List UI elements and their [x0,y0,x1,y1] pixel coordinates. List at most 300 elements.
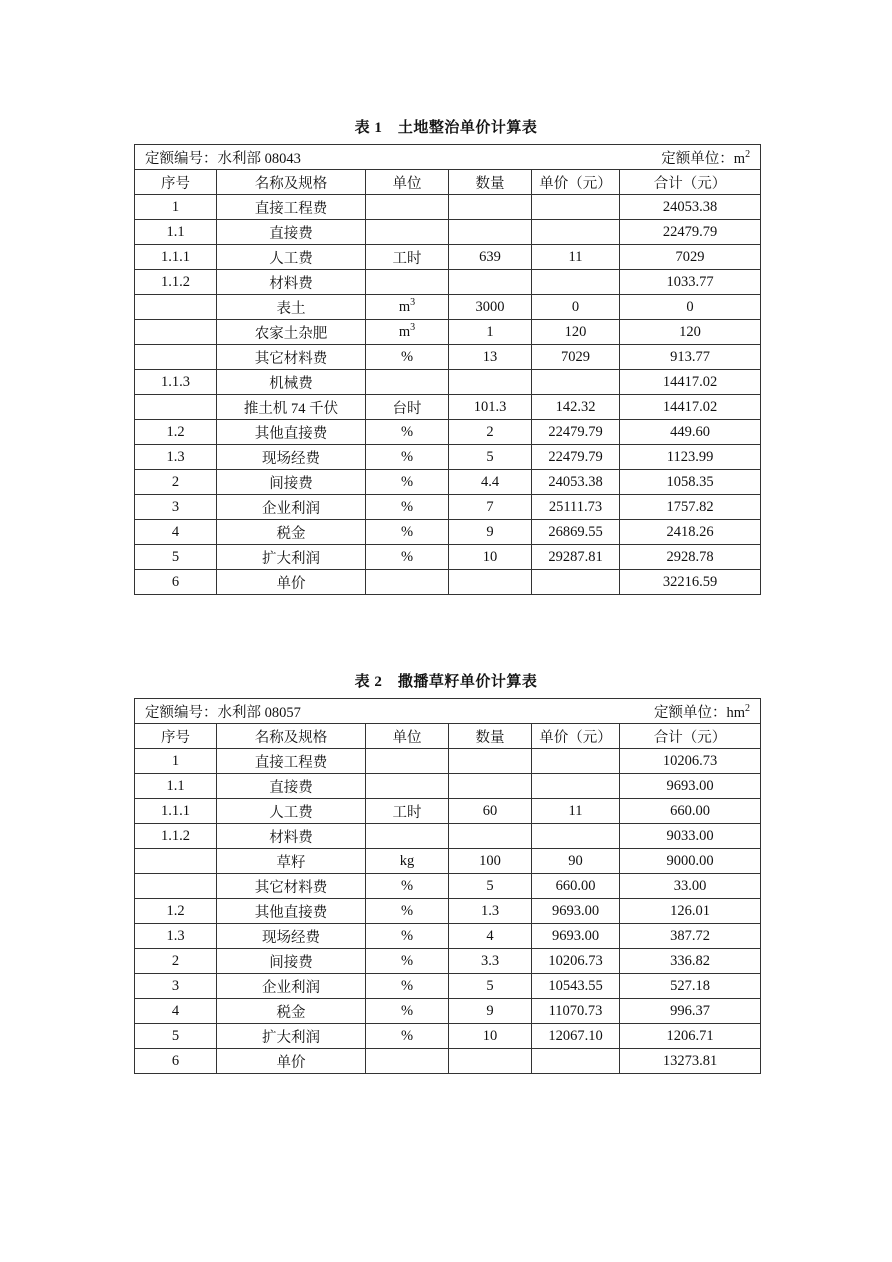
cell-name-text: 直接工程费 [254,200,328,217]
cell-qty [449,974,532,999]
table-row [135,345,761,370]
cell-price [532,924,620,949]
table1-land-consolidation [134,144,761,595]
cell-price [532,949,620,974]
cell-price-text: 120 [564,323,587,340]
cell-unit [366,824,449,849]
cell-name-text: 人工费 [269,250,313,267]
cell-total-text: 24053.38 [662,198,718,215]
cell-no [135,495,217,520]
table1-header-row [135,170,761,195]
cell-price [532,899,620,924]
cell-total [620,370,761,395]
cell-unit [366,370,449,395]
table1-header-cell: 单价（元） [532,170,620,195]
cell-no [135,949,217,974]
cell-name [217,1049,366,1074]
cell-qty [449,774,532,799]
cell-price [532,824,620,849]
cell-unit [366,899,449,924]
cell-total [620,345,761,370]
cell-no [135,999,217,1024]
cell-unit [366,874,449,899]
table-row [135,320,761,345]
cell-price [532,220,620,245]
cell-unit [366,195,449,220]
cell-total [620,799,761,824]
cell-name-text: 其他直接费 [254,904,328,921]
cell-price-text: 11070.73 [548,1002,603,1019]
cell-qty-text: 13 [482,348,498,365]
cell-qty [449,270,532,295]
table1-quota-number: 定额编号：水利部 08043 [145,150,301,167]
cell-unit-text: % [400,348,414,365]
cell-price [532,545,620,570]
table-row [135,1024,761,1049]
cell-no [135,445,217,470]
cell-name [217,520,366,545]
table1-title: 表 1 土地整治单价计算表 [354,120,538,136]
cell-qty [449,1049,532,1074]
cell-no-text: 1.2 [166,423,185,440]
table1-header-cell: 序号 [135,170,217,195]
cell-total [620,445,761,470]
table-row [135,445,761,470]
cell-total [620,420,761,445]
table2-quota-unit-base: hm [726,704,745,721]
cell-qty [449,545,532,570]
table-row [135,220,761,245]
cell-qty-text: 639 [479,248,501,265]
cell-price-text: 22479.79 [548,448,603,465]
cell-unit [366,1024,449,1049]
cell-name-text: 现场经费 [262,450,320,467]
cell-qty [449,420,532,445]
cell-price [532,799,620,824]
cell-total [620,570,761,595]
cell-name-text: 材料费 [269,829,313,846]
table-row [135,295,761,320]
cell-unit [366,949,449,974]
cell-total-text: 2418.26 [666,523,714,540]
table-row [135,974,761,999]
cell-total [620,974,761,999]
cell-unit-text: % [400,548,414,565]
cell-total [620,1049,761,1074]
cell-unit [366,245,449,270]
table-row [135,520,761,545]
cell-no-text: 1.2 [166,902,185,919]
table-row [135,824,761,849]
cell-qty [449,320,532,345]
cell-name-text: 直接费 [269,779,313,796]
cell-price-text: 9693.00 [551,902,600,919]
cell-name-text: 现场经费 [262,929,320,946]
cell-no [135,245,217,270]
table2-header-cell: 合计（元） [620,724,761,749]
cell-total [620,874,761,899]
cell-name [217,220,366,245]
cell-name [217,395,366,420]
cell-name-text: 其它材料费 [254,350,328,367]
cell-price-text: 7029 [561,348,590,365]
cell-qty [449,924,532,949]
cell-qty-text: 100 [479,852,501,869]
table-row [135,849,761,874]
cell-total [620,395,761,420]
table1-quota-unit [661,147,750,168]
cell-price [532,370,620,395]
cell-name-text: 表土 [276,300,306,317]
cell-no-text: 1.3 [166,448,185,465]
table2-quota-unit-sup: 2 [745,702,750,714]
cell-no [135,295,217,320]
table-row [135,899,761,924]
cell-price [532,570,620,595]
cell-name [217,799,366,824]
cell-name [217,245,366,270]
table2-header-cell: 序号 [135,724,217,749]
cell-price-text: 11 [568,802,583,819]
cell-total-text: 449.60 [670,423,710,440]
cell-unit [366,849,449,874]
cell-qty [449,824,532,849]
cell-qty-text: 5 [486,877,494,894]
table2-quota-number: 定额编号：水利部 08057 [145,704,301,721]
table-row [135,749,761,774]
cell-no [135,824,217,849]
table-row [135,420,761,445]
cell-total-text: 13273.81 [662,1052,718,1069]
cell-no-text: 5 [171,548,180,565]
cell-unit-text: % [400,448,414,465]
cell-price-text: 25111.73 [548,498,603,515]
cell-qty [449,495,532,520]
cell-total [620,899,761,924]
cell-no [135,545,217,570]
cell-no-text: 6 [171,573,180,590]
cell-unit-text: 工时 [392,250,422,267]
cell-unit-text: % [400,423,414,440]
cell-name-text: 其它材料费 [254,879,328,896]
cell-no [135,924,217,949]
cell-price [532,470,620,495]
cell-qty-text: 101.3 [473,398,507,415]
cell-total [620,295,761,320]
cell-price [532,295,620,320]
cell-qty [449,395,532,420]
cell-price [532,520,620,545]
cell-total [620,949,761,974]
cell-unit [366,545,449,570]
cell-name-text: 企业利润 [262,979,320,996]
table-row [135,195,761,220]
table-row [135,774,761,799]
cell-price-text: 9693.00 [551,927,600,944]
cell-unit [366,774,449,799]
cell-unit-text: m [398,323,411,340]
cell-total-text: 9000.00 [666,852,714,869]
cell-total [620,245,761,270]
cell-name-text: 间接费 [269,475,313,492]
table-row [135,470,761,495]
cell-price [532,1049,620,1074]
table-row [135,270,761,295]
cell-name [217,974,366,999]
cell-total [620,824,761,849]
cell-qty [449,295,532,320]
cell-price [532,495,620,520]
cell-unit [366,295,449,320]
cell-no [135,270,217,295]
cell-no [135,749,217,774]
cell-price-text: 26869.55 [548,523,603,540]
table1-meta-row [135,145,761,170]
cell-price [532,245,620,270]
cell-no-text: 2 [171,473,180,490]
table-row [135,924,761,949]
cell-total [620,999,761,1024]
cell-no [135,420,217,445]
table2-header-cell: 单价（元） [532,724,620,749]
cell-unit [366,420,449,445]
cell-name [217,295,366,320]
cell-price-text: 0 [571,298,580,315]
cell-qty-text: 1.3 [480,902,500,919]
table-row [135,874,761,899]
cell-price-text: 29287.81 [548,548,603,565]
cell-name [217,1024,366,1049]
cell-no [135,320,217,345]
cell-unit [366,470,449,495]
cell-total-text: 22479.79 [662,223,718,240]
cell-price [532,749,620,774]
cell-unit [366,395,449,420]
cell-name [217,874,366,899]
cell-name [217,749,366,774]
cell-total [620,495,761,520]
table2-quota-unit-label: 定额单位： [653,704,727,721]
cell-unit-text: % [400,1002,414,1019]
cell-name [217,774,366,799]
cell-no-text: 2 [171,952,180,969]
cell-price [532,774,620,799]
cell-unit [366,799,449,824]
cell-no [135,370,217,395]
cell-total [620,545,761,570]
cell-total [620,470,761,495]
cell-name-text: 材料费 [269,275,313,292]
cell-price-text: 10206.73 [548,952,603,969]
cell-total-text: 1033.77 [666,273,714,290]
cell-no-text: 6 [171,1052,180,1069]
cell-unit [366,999,449,1024]
cell-no-text: 1 [171,752,180,769]
cell-name [217,495,366,520]
cell-unit-text: 工时 [392,804,422,821]
cell-qty [449,195,532,220]
cell-unit-superscript: 3 [410,321,416,333]
cell-qty [449,849,532,874]
cell-price-text: 10543.55 [548,977,603,994]
cell-qty [449,899,532,924]
cell-no [135,195,217,220]
cell-total-text: 9033.00 [666,827,714,844]
cell-unit [366,570,449,595]
cell-name [217,924,366,949]
cell-unit-text: % [400,473,414,490]
cell-no-text: 1 [171,198,180,215]
table-row [135,495,761,520]
cell-unit-text: % [400,977,414,994]
cell-no-text: 1.1 [166,777,185,794]
cell-unit [366,749,449,774]
cell-qty [449,220,532,245]
cell-price [532,420,620,445]
cell-unit [366,445,449,470]
cell-total-text: 7029 [675,248,705,265]
cell-name [217,999,366,1024]
cell-total-text: 1206.71 [666,1027,714,1044]
table-row [135,1049,761,1074]
cell-total [620,320,761,345]
cell-price [532,974,620,999]
cell-unit [366,1049,449,1074]
table1-quota-unit-sup: 2 [745,148,751,160]
cell-unit-text: 台时 [392,400,422,417]
cell-qty-text: 9 [486,1002,494,1019]
cell-name [217,949,366,974]
table1-header-cell: 数量 [449,170,532,195]
cell-name [217,470,366,495]
cell-no [135,874,217,899]
cell-name [217,824,366,849]
cell-total-text: 387.72 [670,927,710,944]
cell-total [620,195,761,220]
cell-qty-text: 2 [486,423,494,440]
cell-qty [449,345,532,370]
cell-total [620,924,761,949]
cell-total-text: 660.00 [670,802,710,819]
cell-qty [449,1024,532,1049]
cell-name [217,420,366,445]
table1-header-cell: 名称及规格 [217,170,366,195]
cell-unit-text: % [400,927,414,944]
cell-unit [366,270,449,295]
cell-name-text: 直接工程费 [254,754,328,771]
cell-qty-text: 9 [486,523,494,540]
cell-name-text: 扩大利润 [262,1029,320,1046]
table2-meta-row [135,699,761,724]
cell-qty-text: 5 [486,448,494,465]
cell-no-text: 1.1.1 [161,802,190,819]
cell-total-text: 32216.59 [662,573,718,590]
cell-unit [366,520,449,545]
cell-price-text: 142.32 [555,398,596,415]
cell-price-text: 11 [568,248,583,265]
cell-no [135,345,217,370]
cell-total-text: 1757.82 [666,498,714,515]
table-row [135,245,761,270]
cell-total [620,849,761,874]
cell-qty-text: 10 [482,1027,498,1044]
cell-name [217,195,366,220]
cell-unit-text: % [400,1027,414,1044]
cell-name-text: 其他直接费 [254,425,328,442]
cell-price-text: 24053.38 [548,473,603,490]
cell-no [135,774,217,799]
table-row [135,999,761,1024]
cell-total [620,1024,761,1049]
cell-total-text: 996.37 [670,1002,710,1019]
cell-unit [366,924,449,949]
cell-name [217,899,366,924]
cell-qty-text: 5 [486,977,494,994]
cell-qty [449,799,532,824]
cell-no-text: 3 [171,977,180,994]
table-row [135,799,761,824]
table1-quota-unit-label: 定额单位： [661,150,734,167]
table2-quota-unit [654,701,750,722]
cell-no [135,1049,217,1074]
cell-no [135,470,217,495]
cell-name [217,849,366,874]
cell-total-text: 33.00 [673,877,707,894]
cell-unit [366,974,449,999]
cell-name-text: 税金 [276,525,306,542]
cell-no-text: 3 [171,498,180,515]
cell-no [135,974,217,999]
cell-name-text: 直接费 [269,225,313,242]
cell-name-text: 草籽 [276,854,306,871]
cell-unit-text: % [400,902,414,919]
cell-name-text: 人工费 [269,804,313,821]
cell-price [532,320,620,345]
cell-total-text: 527.18 [670,977,710,994]
cell-price [532,345,620,370]
cell-total [620,270,761,295]
cell-price-text: 12067.10 [548,1027,603,1044]
cell-no-text: 1.1.3 [161,373,190,390]
table-row [135,570,761,595]
cell-name [217,545,366,570]
cell-no-text: 4 [171,1002,180,1019]
cell-price-text: 660.00 [555,877,596,894]
cell-unit [366,495,449,520]
cell-unit-text: kg [399,852,415,869]
cell-total-text: 126.01 [670,902,710,919]
cell-no [135,520,217,545]
cell-name-text: 推土机 74 千伏 [243,400,339,417]
cell-total-text: 0 [686,298,694,315]
cell-total-text: 120 [679,323,701,340]
cell-name-text: 机械费 [269,375,313,392]
cell-qty-text: 3.3 [480,952,500,969]
cell-name [217,345,366,370]
cell-price [532,999,620,1024]
cell-name-text: 间接费 [269,954,313,971]
cell-price [532,445,620,470]
cell-unit-text: m [398,298,411,315]
cell-name-text: 税金 [276,1004,306,1021]
cell-qty [449,570,532,595]
cell-total-text: 1058.35 [666,473,714,490]
cell-price-text: 22479.79 [548,423,603,440]
cell-price [532,270,620,295]
cell-unit-text: % [400,952,414,969]
cell-qty-text: 4 [486,927,494,944]
table2-grass-seeding [134,698,761,1074]
